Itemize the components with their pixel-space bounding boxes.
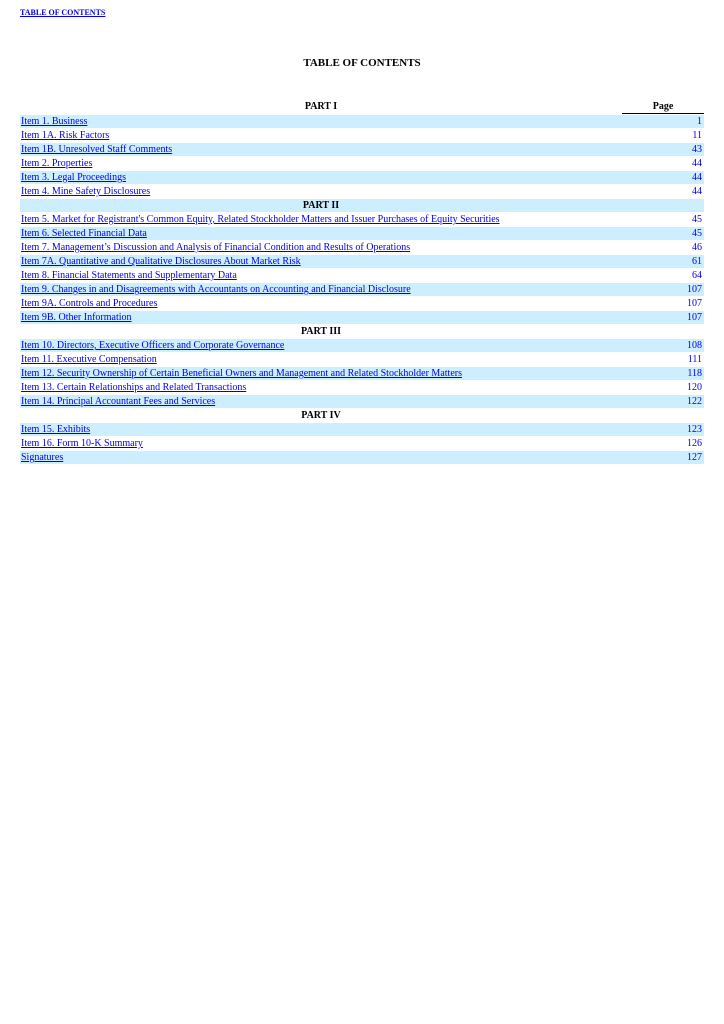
toc-row — [20, 255, 704, 268]
toc-page-number[interactable]: 46 — [692, 242, 702, 253]
toc-page-number[interactable]: 108 — [687, 340, 702, 351]
part-heading-row — [20, 199, 704, 212]
toc-page-number[interactable]: 11 — [692, 130, 702, 141]
toc-page-number[interactable]: 107 — [687, 312, 702, 323]
toc-page-number[interactable]: 111 — [687, 354, 702, 365]
toc-item-link[interactable]: Item 10. Directors, Executive Officers and Corporate Governance — [21, 340, 285, 351]
toc-item-link[interactable]: Item 16. Form 10-K Summary — [21, 438, 143, 449]
part-heading: PART III — [300, 326, 342, 337]
toc-row — [20, 227, 704, 240]
toc-page-number[interactable]: 44 — [692, 172, 702, 183]
toc-item-link[interactable]: Item 1A. Risk Factors — [21, 130, 110, 141]
toc-page-number[interactable]: 120 — [687, 382, 702, 393]
toc-item-link[interactable]: Item 1. Business — [21, 116, 88, 127]
toc-row — [20, 171, 704, 184]
toc-row — [20, 297, 704, 310]
toc-item-link[interactable]: Item 1B. Unresolved Staff Comments — [21, 144, 173, 155]
toc-page-number[interactable]: 107 — [687, 298, 702, 309]
toc-item-link[interactable]: Item 6. Selected Financial Data — [21, 228, 147, 239]
toc-row — [20, 129, 704, 142]
toc-item-link[interactable]: Signatures — [21, 452, 64, 463]
toc-row — [20, 213, 704, 226]
part-heading: PART II — [302, 200, 340, 211]
part-heading-row — [20, 325, 704, 338]
toc-item-link[interactable]: Item 12. Security Ownership of Certain Beneficial Owners and Management and Related Stockholder Matters — [21, 368, 462, 379]
toc-row — [20, 185, 704, 198]
toc-header-row — [20, 100, 704, 114]
toc-page-number[interactable]: 126 — [687, 438, 702, 449]
toc-page-number[interactable]: 44 — [692, 186, 702, 197]
toc-row — [20, 451, 704, 464]
toc-row — [20, 269, 704, 282]
part-heading-row — [20, 409, 704, 422]
toc-row — [20, 115, 704, 128]
toc-row — [20, 143, 704, 156]
toc-page-number[interactable]: 61 — [692, 256, 702, 267]
toc-item-link[interactable]: Item 9B. Other Information — [21, 312, 132, 323]
toc-page-number[interactable]: 43 — [692, 144, 702, 155]
toc-row — [20, 437, 704, 450]
toc-item-link[interactable]: Item 11. Executive Compensation — [21, 354, 157, 365]
toc-item-link[interactable]: Item 4. Mine Safety Disclosures — [21, 186, 151, 197]
toc-item-link[interactable]: Item 2. Properties — [21, 158, 93, 169]
toc-page-number[interactable]: 107 — [687, 284, 702, 295]
table-of-contents — [20, 100, 704, 465]
toc-row — [20, 395, 704, 408]
toc-page-number[interactable]: 123 — [687, 424, 702, 435]
toc-page-number[interactable]: 45 — [692, 214, 702, 225]
part-heading: PART IV — [301, 410, 341, 421]
toc-page-number[interactable]: 118 — [687, 368, 702, 379]
toc-page-number[interactable]: 64 — [692, 270, 702, 281]
toc-row — [20, 339, 704, 352]
toc-row — [20, 311, 704, 324]
toc-page-number[interactable]: 127 — [687, 452, 702, 463]
toc-item-link[interactable]: Item 3. Legal Proceedings — [21, 172, 126, 183]
toc-page-number[interactable]: 45 — [692, 228, 702, 239]
toc-page-number[interactable]: 44 — [692, 158, 702, 169]
toc-item-link[interactable]: Item 7A. Quantitative and Qualitative Disclosures About Market Risk — [21, 256, 301, 267]
toc-row — [20, 241, 704, 254]
toc-item-link[interactable]: Item 14. Principal Accountant Fees and Services — [21, 396, 216, 407]
toc-row — [20, 381, 704, 394]
toc-item-link[interactable]: Item 5. Market for Registrant's Common Equity, Related Stockholder Matters and Issuer Purchases of Equity Securities — [21, 214, 500, 225]
toc-row — [20, 157, 704, 170]
toc-item-link[interactable]: Item 15. Exhibits — [21, 424, 91, 435]
toc-row — [20, 353, 704, 366]
toc-page-number[interactable]: 1 — [697, 116, 702, 127]
toc-row — [20, 283, 704, 296]
table-of-contents-link[interactable]: TABLE OF CONTENTS — [20, 8, 106, 17]
toc-item-link[interactable]: Item 7. Management’s Discussion and Analysis of Financial Condition and Results of Operations — [21, 242, 411, 253]
toc-page-number[interactable]: 122 — [687, 396, 702, 407]
page-column-header: Page — [622, 100, 704, 114]
toc-row — [20, 423, 704, 436]
toc-item-link[interactable]: Item 13. Certain Relationships and Related Transactions — [21, 382, 247, 393]
toc-item-link[interactable]: Item 9. Changes in and Disagreements with Accountants on Accounting and Financial Disclosure — [21, 284, 411, 295]
toc-row — [20, 367, 704, 380]
part-heading: PART I — [304, 101, 338, 112]
toc-item-link[interactable]: Item 8. Financial Statements and Supplementary Data — [21, 270, 237, 281]
document-title: TABLE OF CONTENTS — [303, 57, 421, 69]
toc-item-link[interactable]: Item 9A. Controls and Procedures — [21, 298, 158, 309]
